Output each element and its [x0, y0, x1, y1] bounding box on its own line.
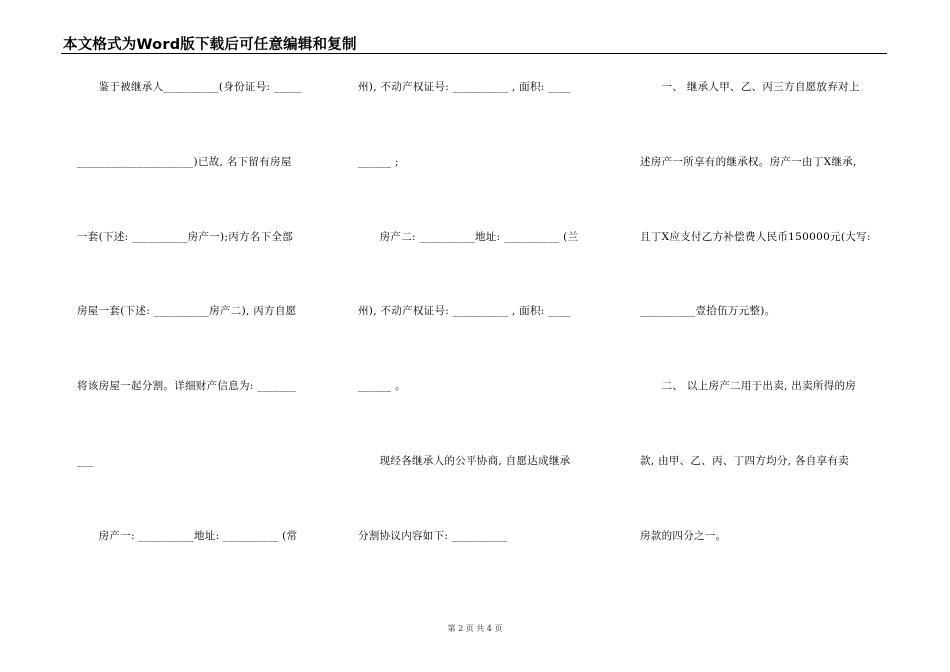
text-line: 一、 继承人甲、乙、丙三方自愿放弃对上 — [640, 81, 860, 93]
text-line: __________壹拾伍万元整)。 — [640, 305, 776, 317]
text-line: 现经各继承人的公平协商, 自愿达成继承 — [358, 455, 571, 467]
text-line: 房产二: __________地址: __________ (兰 — [358, 231, 579, 243]
text-line: 房屋一套(下述: __________房产二), 丙方自愿 — [77, 305, 297, 317]
text-line: ______ ; — [358, 156, 399, 168]
text-line: 分割协议内容如下: __________ — [358, 530, 508, 542]
text-line: 款, 由甲、乙、丙、丁四方均分, 各自享有卖 — [640, 455, 849, 467]
document-header-title: 本文格式为Word版下载后可任意编辑和复制 — [63, 37, 357, 53]
text-line: 州), 不动产权证号: __________ , 面积: ____ — [358, 81, 571, 93]
text-line: 一套(下述: __________房产一);丙方名下全部 — [77, 231, 294, 243]
text-line: 房款的四分之一。 — [640, 530, 727, 542]
page-number: 第 2 页 共 4 页 — [447, 624, 503, 633]
header-divider — [61, 53, 887, 54]
text-line: ______ 。 — [358, 380, 406, 392]
text-line: ___ — [77, 455, 94, 467]
text-line: _____________________)已故, 名下留有房屋 — [77, 156, 292, 168]
text-line: 鉴于被继承人__________(身份证号: _____ — [77, 81, 302, 93]
text-line: 二、 以上房产二用于出卖, 出卖所得的房 — [640, 380, 857, 392]
text-line: 将该房屋一起分割。详细财产信息为: _______ — [77, 380, 297, 392]
text-line: 述房产一所享有的继承权。房产一由丁X继承, — [640, 156, 857, 168]
text-line: 州), 不动产权证号: __________ , 面积: ____ — [358, 305, 571, 317]
text-line: 且丁X应支付乙方补偿费人民币150000元(大写: — [640, 231, 871, 243]
text-line: 房产一: __________地址: __________ (常 — [77, 530, 298, 542]
